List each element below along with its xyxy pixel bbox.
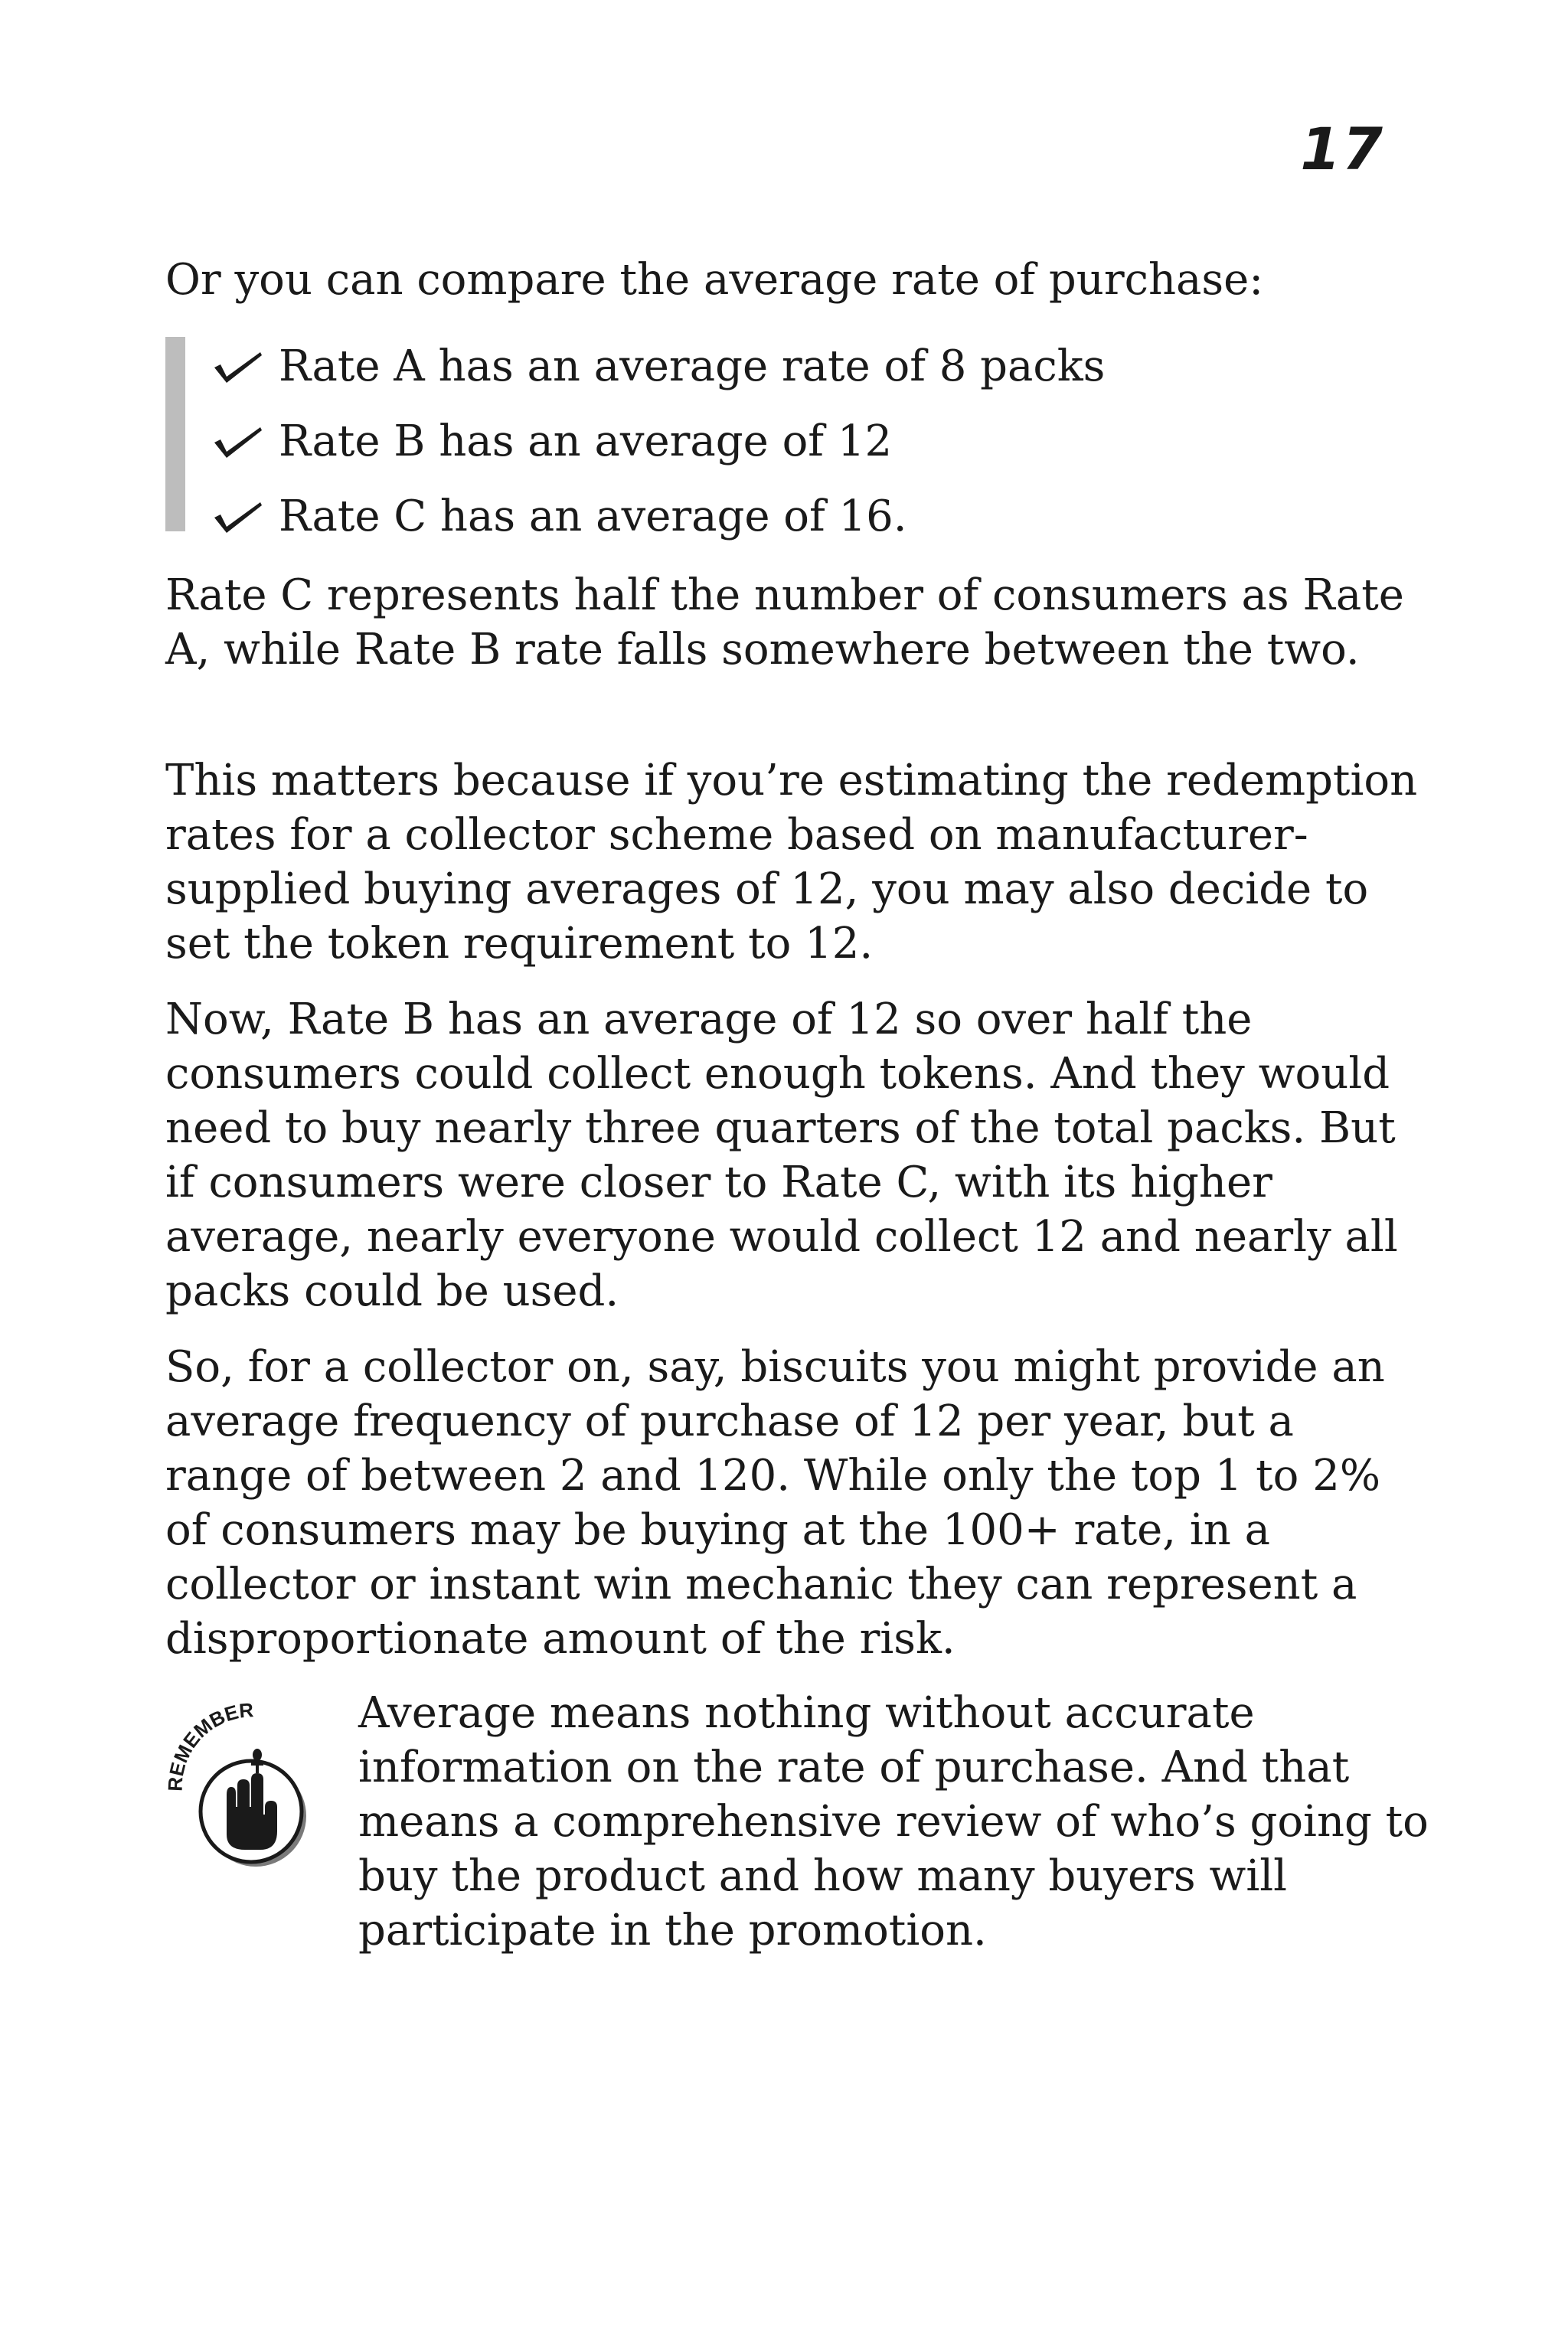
remember-icon-graphic	[165, 1700, 326, 1868]
remember-icon-label: REMEMBER	[165, 1700, 255, 1792]
body-paragraph: Now, Rate B has an average of 12 so over half the consumers could collect enough tokens. And they would need to buy nearly three quarters of the total packs. But if consumers were closer to Rate C, with its higher average, nearly everyone would collect 12 and nearly all packs could be used.	[165, 995, 1398, 1316]
list-item	[211, 479, 1105, 554]
body-paragraph: Rate C represents half the number of consumers as Rate A, while Rate B rate falls somewhere between the two.	[165, 570, 1404, 675]
check-mark-icon	[211, 423, 265, 461]
check-mark-icon	[211, 348, 265, 386]
bullet-list	[211, 329, 1105, 554]
bullet-sidebar-bar	[165, 337, 185, 531]
page-number: 17	[1300, 115, 1384, 183]
bullet-text: Rate C has an average of 16.	[279, 492, 907, 541]
list-item	[211, 404, 1105, 479]
list-item	[211, 329, 1105, 404]
remember-icon	[165, 1700, 326, 1868]
intro-paragraph: Or you can compare the average rate of purchase:	[165, 255, 1264, 305]
body-paragraph: So, for a collector on, say, biscuits you might provide an average frequency of purchase of 12 per year, but a range of between 2 and 120. While only the top 1 to 2% of consumers may be buying at the 100+ rate, in a collector or instant win mechanic they can represent a disproportionate amount of the risk.	[165, 1342, 1385, 1664]
bullet-text: Rate A has an average rate of 8 packs	[279, 341, 1106, 391]
body-paragraph: This matters because if you’re estimating the redemption rates for a collector scheme based on manufacturer-supplied buying averages of 12, you may also decide to set the token requirement to 12.	[165, 756, 1418, 969]
bullet-block	[165, 329, 1421, 541]
check-mark-icon	[211, 498, 265, 536]
remember-paragraph: Average means nothing without accurate information on the rate of purchase. And that means a comprehensive review of who’s going to buy the product and how many buyers will participate in the promotion.	[358, 1688, 1429, 1955]
bullet-text: Rate B has an average of 12	[279, 416, 893, 466]
